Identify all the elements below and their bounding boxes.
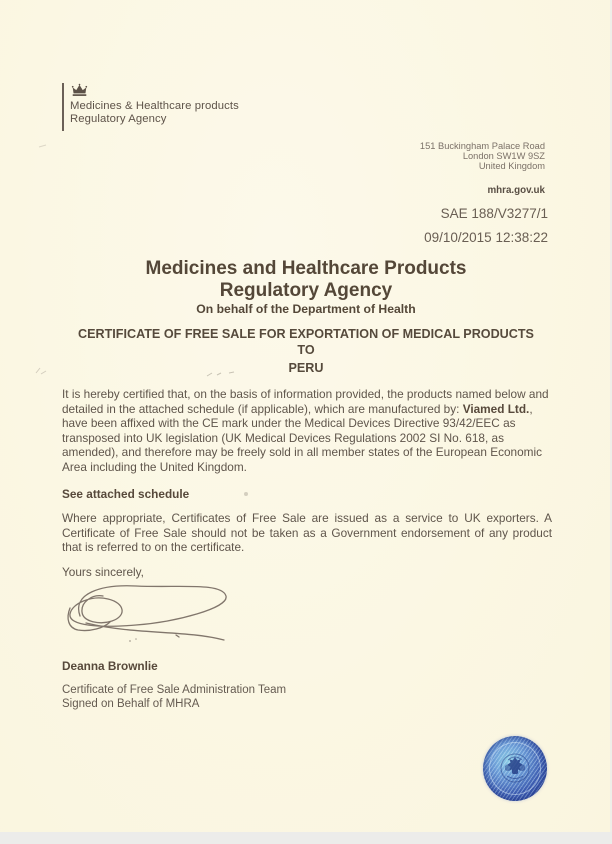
signatory-name: Deanna Brownlie [62,659,158,673]
document-title-line1: Medicines and Healthcare Products [145,258,467,279]
logo-text-line1: Medicines & Healthcare products [70,100,239,112]
certificate-heading-line2: TO [297,342,315,357]
crown-icon [71,83,88,97]
signatory-role-line2: Signed on Behalf of MHRA [62,698,200,710]
address-line2: London SW1W 9SZ [462,150,545,161]
certificate-reference-number: SAE 188/V3277/1 [440,206,548,221]
mhra-logo [62,83,239,131]
schedule-note: See attached schedule [62,487,190,501]
handwritten-signature [56,578,231,644]
certificate-heading [0,327,612,358]
certification-paragraph [62,387,554,475]
manufacturer-name: Viamed Ltd. [462,401,530,416]
logo-divider-bar [62,83,64,131]
document-title [0,258,612,301]
signatory-role-line1: Certificate of Free Sale Administration Team [62,684,287,696]
pencil-margin-mark [34,364,48,376]
agency-website: mhra.gov.uk [487,185,545,196]
certification-text-before: It is hereby certified that, on the basis of information provided, the products named below and detailed in the attached schedule (if applicable), which are manufactured by: [62,387,549,416]
seal-coat-of-arms-icon [495,748,535,788]
document-title-line2: Regulatory Agency [219,279,393,301]
scan-dot-mark [244,492,248,496]
certificate-heading-line1: CERTIFICATE OF FREE SALE FOR EXPORTATION OF MEDICAL PRODUCTS [78,327,534,341]
certification-text-after: , have been affixed with the CE mark under the Medical Devices Directive 93/42/EEC as transposed into UK legislation (UK Medical Devices Regulations 2002 SI No. 618, as amended), and therefore may be freely sold in all member states of the European Economic Area including the United Kingdom. [62,401,542,474]
destination-country: PERU [288,361,324,375]
holographic-seal [483,736,547,801]
document-subtitle: On behalf of the Department of Health [196,302,416,316]
scan-speck-mark [38,143,48,149]
signatory-role [62,683,286,711]
logo-text-line2: Regulatory Agency [70,112,167,125]
address-line3: United Kingdom [478,160,545,171]
closing-salutation: Yours sincerely, [62,565,144,579]
issue-datetime: 09/10/2015 12:38:22 [424,230,548,245]
pencil-smudge-mark [205,368,241,378]
agency-address [420,142,545,171]
disclaimer-paragraph: Where appropriate, Certificates of Free Sale are issued as a service to UK exporters. A Certificate of Free Sale should not be taken as a Government endorsement of any product that is referred to on the certificate. [62,511,552,555]
address-line1: 151 Buckingham Palace Road [419,141,545,151]
scan-edge-bottom [0,832,612,844]
